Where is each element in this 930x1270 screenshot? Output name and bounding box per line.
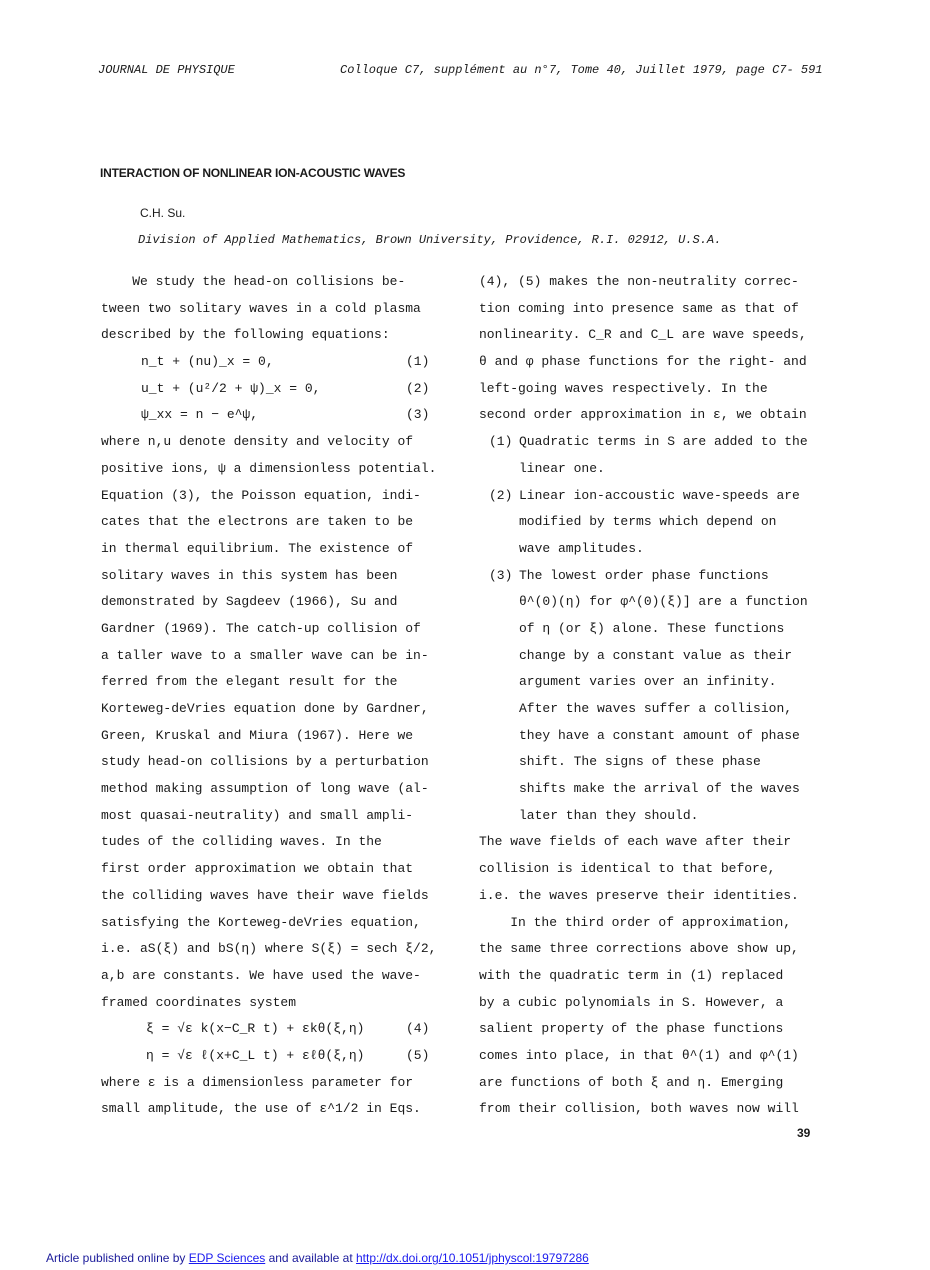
list-item (479, 563, 824, 590)
list-item-text: Quadratic terms in S are added to the (519, 434, 808, 450)
text-line: left-going waves respectively. In the (479, 380, 768, 396)
doi-link[interactable]: http://dx.doi.org/10.1051/jphyscol:19797286 (355, 1251, 589, 1265)
left-column (101, 269, 446, 1123)
list-item-continuation (479, 536, 824, 563)
text-line: satisfying the Korteweg-deVries equation, (101, 914, 421, 930)
text-line: method making assumption of long wave (al- (101, 781, 429, 797)
text-line: tion coming into presence same as that of (479, 300, 799, 316)
text-line: by a cubic polynomials in S. However, a (479, 994, 784, 1010)
text-line: Gardner (1969). The catch-up collision of (101, 620, 421, 636)
publisher-link[interactable]: EDP Sciences (188, 1251, 266, 1265)
text-line: a,b are constants. We have used the wave- (101, 967, 421, 983)
equation-number: (1) (406, 354, 430, 370)
equation-1 (101, 349, 446, 376)
text-line: described by the following equations: (101, 327, 390, 343)
equation-number: (4) (406, 1021, 430, 1037)
equation-number: (3) (406, 407, 430, 423)
equation-text: η = √ε ℓ(x+C_L t) + εℓθ(ξ,η) (146, 1047, 365, 1063)
list-item-continuation (479, 696, 824, 723)
text-line: θ and φ phase functions for the right- and (479, 354, 807, 370)
text-line: ferred from the elegant result for the (101, 674, 398, 690)
list-item-text: of η (or ξ) alone. These functions (519, 620, 785, 636)
text-line: tween two solitary waves in a cold plasma (101, 300, 421, 316)
page-number: 39 (797, 1126, 811, 1140)
list-item-continuation (479, 669, 824, 696)
text-line: i.e. aS(ξ) and bS(η) where S(ξ) = sech ξ/2, (101, 941, 437, 957)
footer-middle: and available at (265, 1251, 356, 1265)
list-item-text: shifts make the arrival of the waves (519, 781, 800, 797)
list-item-text: argument varies over an infinity. (519, 674, 777, 690)
citation-header: Colloque C7, supplément au n°7, Tome 40, Juillet 1979, page C7- 591 (340, 63, 823, 77)
list-item-number: (3) (489, 567, 513, 583)
text-line: with the quadratic term in (1) replaced (479, 967, 784, 983)
text-line: salient property of the phase functions (479, 1021, 784, 1037)
text-line: in thermal equilibrium. The existence of (101, 540, 414, 556)
list-item-text: they have a constant amount of phase (519, 727, 800, 743)
text-line: cates that the electrons are taken to be (101, 514, 414, 530)
equation-number: (2) (406, 380, 430, 396)
right-column (479, 269, 824, 1123)
text-line: Equation (3), the Poisson equation, indi- (101, 487, 421, 503)
text-line: the same three corrections above show up, (479, 941, 799, 957)
list-item-continuation (479, 616, 824, 643)
text-line: comes into place, in that θ^(1) and φ^(1) (479, 1047, 799, 1063)
text-line: first order approximation we obtain that (101, 861, 414, 877)
text-line: are functions of both ξ and η. Emerging (479, 1074, 784, 1090)
journal-name: JOURNAL DE PHYSIQUE (98, 63, 235, 77)
text-line: solitary waves in this system has been (101, 567, 398, 583)
list-item-continuation (479, 723, 824, 750)
text-line: tudes of the colliding waves. In the (101, 834, 382, 850)
list-item-text: modified by terms which depend on (519, 514, 777, 530)
list-item (479, 483, 824, 510)
list-item-continuation (479, 456, 824, 483)
footer-prefix: Article published online by (46, 1251, 189, 1265)
list-item-text: later than they should. (519, 807, 699, 823)
list-item (479, 429, 824, 456)
list-item-number: (2) (489, 487, 513, 503)
equation-2 (101, 376, 446, 403)
text-line: nonlinearity. C_R and C_L are wave speeds, (479, 327, 807, 343)
equation-text: u_t + (u²/2 + ψ)_x = 0, (141, 380, 321, 396)
list-item-continuation (479, 509, 824, 536)
list-item-text: shift. The signs of these phase (519, 754, 761, 770)
equation-text: ψ_xx = n − e^ψ, (141, 407, 259, 423)
publication-footer (46, 1251, 589, 1265)
text-line: In the third order of approximation, (479, 914, 792, 930)
text-line: (4), (5) makes the non-neutrality correc- (479, 274, 799, 289)
list-item-continuation (479, 803, 824, 830)
author-affiliation: Division of Applied Mathematics, Brown University, Providence, R.I. 02912, U.S.A. (138, 233, 722, 247)
text-line: collision is identical to that before, (479, 861, 776, 877)
text-line: where n,u denote density and velocity of (101, 434, 414, 450)
text-line: the colliding waves have their wave fields (101, 887, 429, 903)
text-line: second order approximation in ε, we obtain (479, 407, 807, 423)
text-line: framed coordinates system (101, 994, 297, 1010)
equation-5 (101, 1043, 446, 1070)
text-line: The wave fields of each wave after their (479, 834, 792, 850)
list-item-text: wave amplitudes. (519, 540, 644, 556)
list-item-number: (1) (489, 434, 513, 450)
equation-4 (101, 1016, 446, 1043)
list-item-text: change by a constant value as their (519, 647, 793, 663)
list-item-text: The lowest order phase functions (519, 567, 769, 583)
text-line: We study the head-on collisions be- (101, 274, 406, 289)
text-line: most quasai-neutrality) and small ampli- (101, 807, 414, 823)
equation-text: n_t + (nu)_x = 0, (141, 354, 274, 370)
equation-3 (101, 402, 446, 429)
list-item-text: linear one. (519, 460, 605, 476)
list-item-text: θ^(0)(η) for φ^(0)(ξ)] are a function (519, 594, 808, 610)
paper-title: INTERACTION OF NONLINEAR ION-ACOUSTIC WAVES (100, 166, 406, 180)
list-item-continuation (479, 643, 824, 670)
list-item-text: Linear ion-accoustic wave-speeds are (519, 487, 800, 503)
list-item-continuation (479, 776, 824, 803)
text-line: i.e. the waves preserve their identities. (479, 887, 799, 903)
list-item-continuation (479, 749, 824, 776)
text-line: from their collision, both waves now will (479, 1101, 799, 1117)
equation-text: ξ = √ε k(x−C_R t) + εkθ(ξ,η) (146, 1021, 365, 1037)
text-line: Korteweg-deVries equation done by Gardner, (101, 701, 429, 716)
text-line: where ε is a dimensionless parameter for (101, 1074, 414, 1090)
text-line: demonstrated by Sagdeev (1966), Su and (101, 594, 398, 610)
author-name: C.H. Su. (140, 206, 186, 220)
equation-number: (5) (406, 1047, 430, 1063)
text-line: small amplitude, the use of ε^1/2 in Eqs. (101, 1101, 421, 1117)
list-item-text: After the waves suffer a collision, (519, 701, 793, 716)
list-item-continuation (479, 589, 824, 616)
text-line: study head-on collisions by a perturbation (101, 754, 429, 770)
text-line: positive ions, ψ a dimensionless potential. (101, 460, 437, 476)
text-line: a taller wave to a smaller wave can be in- (101, 647, 429, 663)
text-line: Green, Kruskal and Miura (1967). Here we (101, 727, 414, 743)
